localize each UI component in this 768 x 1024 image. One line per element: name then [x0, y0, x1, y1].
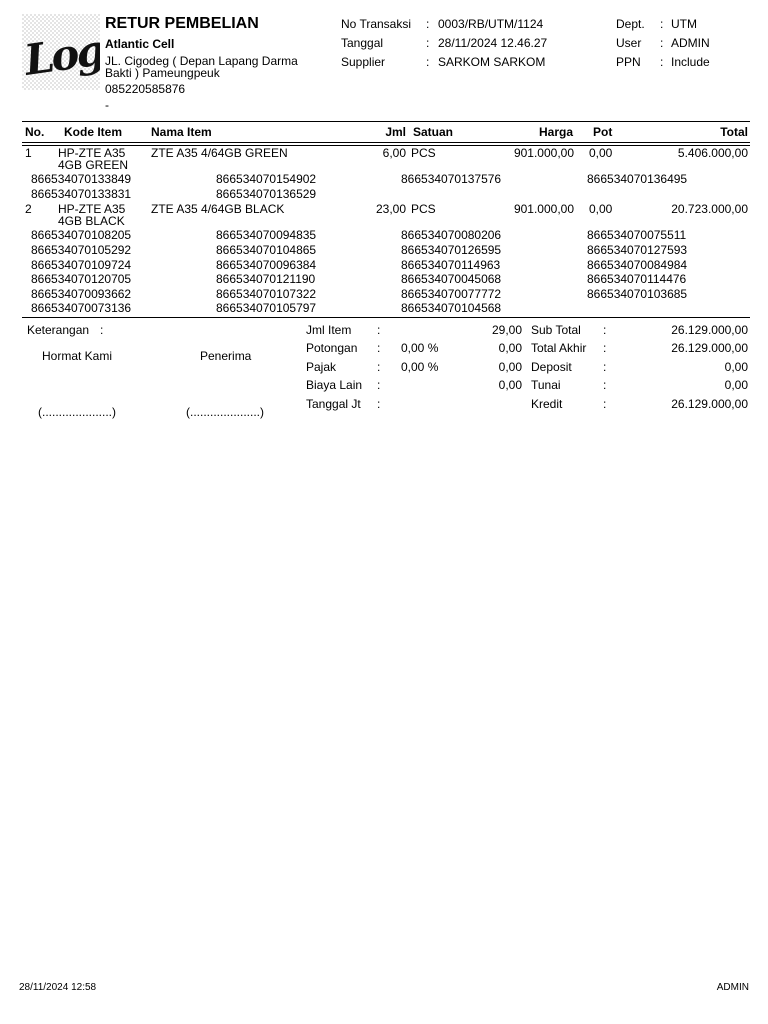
serial-number: 866534070094835 [216, 228, 317, 242]
address-line-2: Bakti ) Pameungpeuk [105, 66, 220, 80]
tanggal-value: 28/11/2024 12.46.27 [438, 36, 548, 50]
svg-text:Logo: Logo [22, 22, 100, 85]
tunai-label: Tunai [531, 378, 561, 392]
deposit-label: Deposit [531, 360, 572, 374]
supplier-label: Supplier [341, 55, 386, 69]
serial-number: 866534070127593 [587, 243, 688, 257]
no-transaksi-label: No Transaksi [341, 17, 412, 31]
serial-number: 866534070103685 [587, 287, 688, 301]
serial-number: 866534070136529 [216, 187, 317, 201]
total-akhir-label: Total Akhir [531, 341, 587, 355]
colon: : [660, 55, 664, 69]
user-label: User [616, 36, 642, 50]
signature-line: (.....................) [186, 405, 265, 419]
kredit-value: 26.129.000,00 [671, 397, 748, 411]
serial-number: 866534070114476 [587, 272, 687, 286]
jml-item-label: Jml Item [306, 323, 352, 337]
supplier-value: SARKOM SARKOM [438, 55, 546, 69]
item-nama: ZTE A35 4/64GB BLACK [151, 202, 285, 216]
col-header-kode: Kode Item [64, 125, 123, 139]
serial-number: 866534070045068 [401, 272, 502, 286]
colon: : [603, 397, 607, 411]
serial-number: 866534070120705 [31, 272, 132, 286]
serial-number: 866534070137576 [401, 172, 502, 186]
item-kode-cont: 4GB BLACK [58, 214, 125, 228]
serial-number: 866534070104865 [216, 243, 317, 257]
item-satuan: PCS [411, 202, 436, 216]
col-header-harga: Harga [538, 125, 573, 139]
item-satuan: PCS [411, 146, 436, 160]
item-nama: ZTE A35 4/64GB GREEN [151, 146, 288, 160]
deposit-value: 0,00 [724, 360, 748, 374]
serial-number: 866534070077772 [401, 287, 502, 301]
item-total: 5.406.000,00 [677, 146, 748, 160]
serial-number: 866534070133831 [31, 187, 132, 201]
serial-number: 866534070154902 [216, 172, 317, 186]
printed-at: 28/11/2024 12:58 [19, 982, 97, 993]
item-jml: 6,00 [382, 146, 406, 160]
no-transaksi-value: 0003/RB/UTM/1124 [438, 17, 544, 31]
table-bottom-rule [22, 317, 750, 318]
item-pot: 0,00 [589, 146, 613, 160]
tanggal-jt-label: Tanggal Jt [306, 397, 361, 411]
header-dash: - [105, 98, 109, 112]
signature-line: (.....................) [38, 405, 117, 419]
document-title: RETUR PEMBELIAN [105, 15, 259, 32]
colon: : [377, 323, 381, 337]
serial-number: 866534070075511 [587, 228, 687, 242]
printed-by: ADMIN [716, 982, 749, 993]
colon: : [603, 360, 607, 374]
potongan-label: Potongan [306, 341, 358, 355]
pajak-label: Pajak [306, 360, 337, 374]
serial-number: 866534070121190 [216, 272, 316, 286]
serial-number: 866534070114963 [401, 258, 501, 272]
jml-item-value: 29,00 [491, 323, 522, 337]
col-header-total: Total [720, 125, 748, 139]
item-total: 20.723.000,00 [671, 202, 748, 216]
item-kode: HP-ZTE A35 [58, 202, 126, 216]
item-jml: 23,00 [375, 202, 406, 216]
item-kode-cont: 4GB GREEN [58, 158, 129, 172]
potongan-value: 0,00 [498, 341, 522, 355]
pajak-percent: 0,00 % [401, 360, 439, 374]
colon: : [426, 17, 430, 31]
serial-number: 866534070133849 [31, 172, 132, 186]
biaya-lain-value: 0,00 [498, 378, 522, 392]
serial-number: 866534070136495 [587, 172, 688, 186]
serial-number: 866534070073136 [31, 301, 132, 315]
table-header-rule [22, 142, 750, 143]
serial-number: 866534070093662 [31, 287, 132, 301]
company-phone: 085220585876 [105, 82, 186, 96]
company-logo [22, 14, 100, 90]
total-akhir-value: 26.129.000,00 [671, 341, 748, 355]
col-header-no: No. [25, 125, 45, 139]
colon: : [603, 323, 607, 337]
sub-total-label: Sub Total [531, 323, 581, 337]
hormat-kami: Hormat Kami [42, 349, 113, 363]
item-no: 2 [25, 202, 32, 216]
colon: : [426, 36, 430, 50]
ppn-label: PPN [616, 55, 641, 69]
serial-number: 866534070084984 [587, 258, 688, 272]
colon: : [377, 397, 381, 411]
colon: : [660, 17, 664, 31]
serial-number: 866534070108205 [31, 228, 132, 242]
tunai-value: 0,00 [724, 378, 748, 392]
colon: : [100, 323, 104, 337]
colon: : [603, 378, 607, 392]
dept-value: UTM [671, 17, 697, 31]
logo-graphic [22, 14, 100, 90]
colon: : [426, 55, 430, 69]
colon: : [603, 341, 607, 355]
address-line-1: JL. Cigodeg ( Depan Lapang Darma [105, 54, 298, 68]
col-header-nama: Nama Item [151, 125, 212, 139]
user-value: ADMIN [671, 36, 710, 50]
pajak-value: 0,00 [498, 360, 522, 374]
ppn-value: Include [671, 55, 710, 69]
keterangan-label: Keterangan [27, 323, 90, 337]
serial-number: 866534070107322 [216, 287, 317, 301]
serial-number: 866534070109724 [31, 258, 132, 272]
serial-number: 866534070105292 [31, 243, 132, 257]
potongan-percent: 0,00 % [401, 341, 439, 355]
serial-number: 866534070080206 [401, 228, 502, 242]
col-header-satuan: Satuan [413, 125, 454, 139]
item-pot: 0,00 [589, 202, 613, 216]
colon: : [377, 378, 381, 392]
colon: : [660, 36, 664, 50]
col-header-jml: Jml [385, 125, 406, 139]
serial-number: 866534070096384 [216, 258, 317, 272]
dept-label: Dept. [616, 17, 645, 31]
kredit-label: Kredit [531, 397, 563, 411]
table-top-rule [22, 121, 750, 122]
item-harga: 901.000,00 [513, 202, 574, 216]
serial-number: 866534070104568 [401, 301, 502, 315]
biaya-lain-label: Biaya Lain [306, 378, 363, 392]
colon: : [377, 360, 381, 374]
item-no: 1 [25, 146, 32, 160]
item-kode: HP-ZTE A35 [58, 146, 126, 160]
colon: : [377, 341, 381, 355]
company-name: Atlantic Cell [105, 37, 175, 51]
sub-total-value: 26.129.000,00 [671, 323, 748, 337]
tanggal-label: Tanggal [341, 36, 384, 50]
item-harga: 901.000,00 [513, 146, 574, 160]
serial-number: 866534070126595 [401, 243, 502, 257]
serial-number: 866534070105797 [216, 301, 317, 315]
col-header-pot: Pot [593, 125, 613, 139]
penerima: Penerima [200, 349, 252, 363]
